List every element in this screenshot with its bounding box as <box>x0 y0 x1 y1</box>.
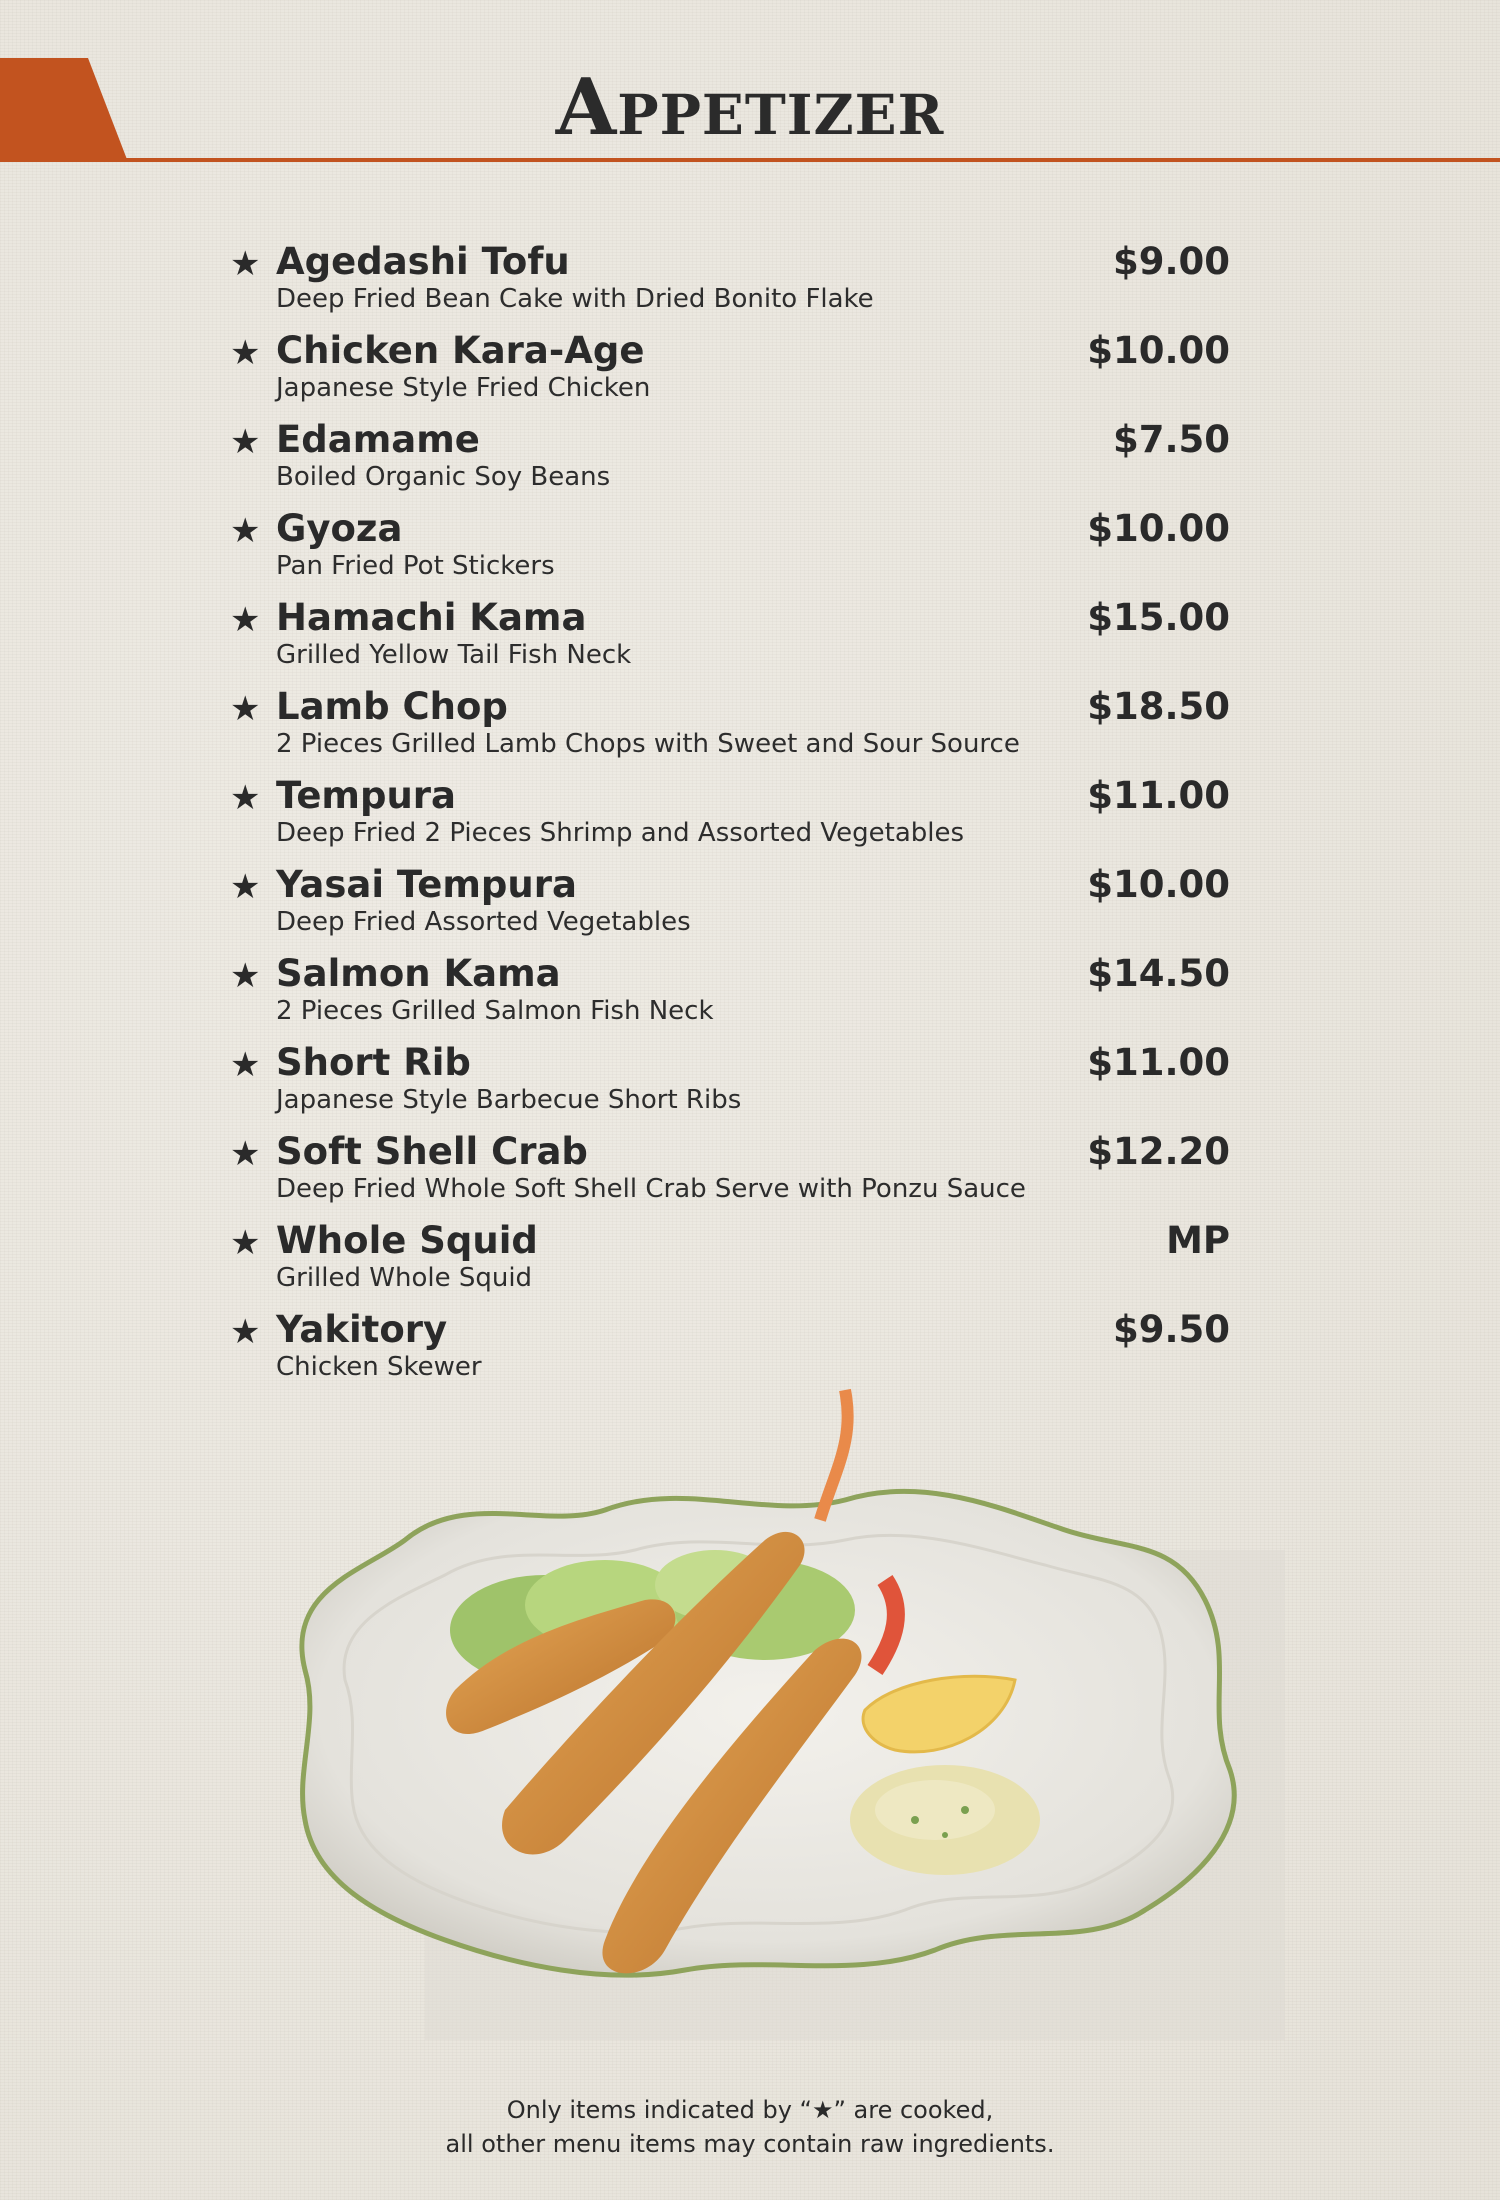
menu-item-price: $9.00 <box>1112 240 1230 283</box>
cooked-star-icon: ★ <box>230 1134 261 1174</box>
menu-item-price: $10.00 <box>1087 507 1230 550</box>
menu-item-price: $11.00 <box>1087 774 1230 817</box>
menu-item-name: Hamachi Kama <box>276 596 587 639</box>
cooked-star-icon: ★ <box>230 689 261 729</box>
menu-item-description: Pan Fried Pot Stickers <box>276 551 555 581</box>
cooked-star-icon: ★ <box>230 778 261 818</box>
cooked-star-icon: ★ <box>230 867 261 907</box>
menu-item-description: Deep Fried Whole Soft Shell Crab Serve with Ponzu Sauce <box>276 1174 1026 1204</box>
menu-item-name: Short Rib <box>276 1041 471 1084</box>
menu-item-description: Grilled Yellow Tail Fish Neck <box>276 640 632 670</box>
menu-item <box>230 774 1230 863</box>
cooked-star-icon: ★ <box>230 422 261 462</box>
menu-item-name: Soft Shell Crab <box>276 1130 588 1173</box>
cooked-star-icon: ★ <box>230 511 261 551</box>
menu-item-description: Grilled Whole Squid <box>276 1263 533 1293</box>
menu-item-name: Tempura <box>276 774 457 817</box>
menu-item-name: Yakitory <box>276 1308 448 1351</box>
menu-item-price: $14.50 <box>1087 952 1230 995</box>
menu-item-price: $7.50 <box>1112 418 1230 461</box>
menu-item-description: Japanese Style Fried Chicken <box>276 373 651 403</box>
menu-item-name: Chicken Kara-Age <box>276 329 645 372</box>
cooked-star-icon: ★ <box>230 1312 261 1352</box>
menu-item-price: $11.00 <box>1087 1041 1230 1084</box>
menu-item-name: Agedashi Tofu <box>276 240 570 283</box>
menu-item-description: Japanese Style Barbecue Short Ribs <box>276 1085 742 1115</box>
menu-item-name: Salmon Kama <box>276 952 561 995</box>
menu-item-price: $15.00 <box>1087 596 1230 639</box>
cooked-items-footnote <box>0 2093 1500 2161</box>
menu-item-price: $9.50 <box>1112 1308 1230 1351</box>
menu-item <box>230 240 1230 329</box>
menu-item-price: $10.00 <box>1087 329 1230 372</box>
menu-item <box>230 1130 1230 1219</box>
menu-item-price: $10.00 <box>1087 863 1230 906</box>
menu-item <box>230 952 1230 1041</box>
cooked-star-icon: ★ <box>230 600 261 640</box>
menu-item-price: $12.20 <box>1087 1130 1230 1173</box>
menu-item-description: 2 Pieces Grilled Salmon Fish Neck <box>276 996 714 1026</box>
menu-list <box>230 240 1230 1397</box>
menu-item-name: Yasai Tempura <box>276 863 577 906</box>
menu-item-description: 2 Pieces Grilled Lamb Chops with Sweet and Sour Source <box>276 729 1020 759</box>
menu-item-description: Deep Fried Bean Cake with Dried Bonito Flake <box>276 284 874 314</box>
menu-item-price: $18.50 <box>1087 685 1230 728</box>
menu-item-price: MP <box>1166 1219 1230 1262</box>
menu-item-name: Gyoza <box>276 507 403 550</box>
tempura-dish-photo <box>245 1380 1285 2040</box>
menu-item <box>230 685 1230 774</box>
cooked-star-icon: ★ <box>230 956 261 996</box>
menu-item-name: Edamame <box>276 418 480 461</box>
menu-item <box>230 1219 1230 1308</box>
cooked-star-icon: ★ <box>230 244 261 284</box>
cooked-star-icon: ★ <box>230 333 261 373</box>
menu-item <box>230 329 1230 418</box>
header-rule <box>0 158 1500 162</box>
menu-item <box>230 418 1230 507</box>
footnote-line-1: Only items indicated by “★” are cooked, <box>506 2096 994 2124</box>
menu-item-description: Chicken Skewer <box>276 1352 482 1382</box>
menu-item-name: Whole Squid <box>276 1219 538 1262</box>
menu-item-description: Boiled Organic Soy Beans <box>276 462 611 492</box>
menu-item <box>230 1041 1230 1130</box>
cooked-star-icon: ★ <box>230 1223 261 1263</box>
menu-item <box>230 596 1230 685</box>
menu-item <box>230 863 1230 952</box>
menu-item-description: Deep Fried 2 Pieces Shrimp and Assorted Vegetables <box>276 818 965 848</box>
menu-item <box>230 507 1230 596</box>
footnote-line-2: all other menu items may contain raw ingredients. <box>445 2130 1055 2158</box>
page-title: Appetizer <box>555 62 945 153</box>
menu-item-name: Lamb Chop <box>276 685 508 728</box>
menu-item-description: Deep Fried Assorted Vegetables <box>276 907 691 937</box>
cooked-star-icon: ★ <box>230 1045 261 1085</box>
